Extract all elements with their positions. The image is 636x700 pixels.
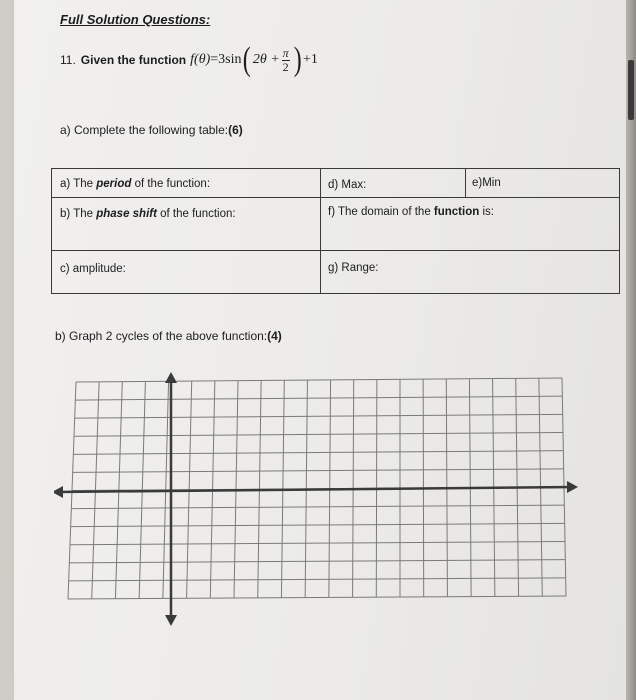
grid-line [68,596,566,599]
worksheet-page [14,0,626,700]
question-text: Given the function [80,53,187,67]
answer-table [51,168,620,294]
part-b-text: b) Graph 2 cycles of the above function: [55,329,268,343]
grid-line [69,578,566,581]
domain-prefix: f) The domain of the [328,206,434,218]
fraction-denominator: 2 [282,59,289,74]
left-paren: ( [243,41,252,78]
grid-line [75,414,563,418]
table-divider [465,169,466,197]
domain-cell[interactable] [328,206,494,218]
period-prefix: a) The [60,178,97,190]
part-a-label [60,123,243,137]
formula-coef: 3 [218,52,226,67]
grid-line [71,505,564,508]
grid-line [73,469,564,473]
part-a-text: a) Complete the following table: [60,123,229,137]
part-b-label [55,329,282,343]
graph-grid[interactable] [54,370,584,630]
question-11 [60,40,318,80]
grid-line [73,451,563,455]
x-axis [56,487,574,492]
min-cell[interactable]: e)Min [472,177,501,189]
part-a-points: (6) [228,123,243,137]
phase-shift-cell[interactable] [60,208,236,220]
range-cell[interactable]: g) Range: [328,262,379,274]
formula-equals: = [210,52,219,67]
function-formula [190,43,318,77]
domain-emph: function [433,206,480,218]
formula-tail: +1 [302,52,318,67]
phase-suffix: of the function: [156,208,236,220]
table-divider [52,197,619,198]
right-paren: ) [293,41,302,78]
y-axis-down-arrow [165,615,177,626]
phase-prefix: b) The [60,208,97,220]
page-edge-mark [628,60,634,120]
amplitude-cell[interactable]: c) amplitude: [60,263,126,275]
table-divider [52,250,619,251]
period-emph: period [96,178,132,190]
grid-line [70,542,565,545]
period-cell[interactable] [60,178,210,190]
grid-line [74,433,563,437]
phase-emph: phase shift [96,208,157,220]
grid-line [76,378,562,382]
part-b-points: (4) [267,329,282,343]
fraction-numerator: π [282,45,289,60]
formula-lhs: f(θ) [190,52,211,67]
x-axis-right-arrow [567,481,578,493]
formula-fraction [282,47,290,74]
grid-line [69,560,565,563]
grid-line [75,396,562,400]
grid-line [71,523,565,526]
page-heading: Full Solution Questions: [60,12,211,27]
formula-func: sin [225,52,242,67]
formula-inner: 2θ + [252,52,280,67]
question-number: 11. [60,53,76,67]
y-axis-up-arrow [165,372,177,383]
domain-suffix: is: [479,206,494,218]
max-cell[interactable]: d) Max: [328,179,367,191]
table-divider [320,169,321,293]
x-axis-left-arrow [54,486,63,498]
period-suffix: of the function: [131,178,211,190]
